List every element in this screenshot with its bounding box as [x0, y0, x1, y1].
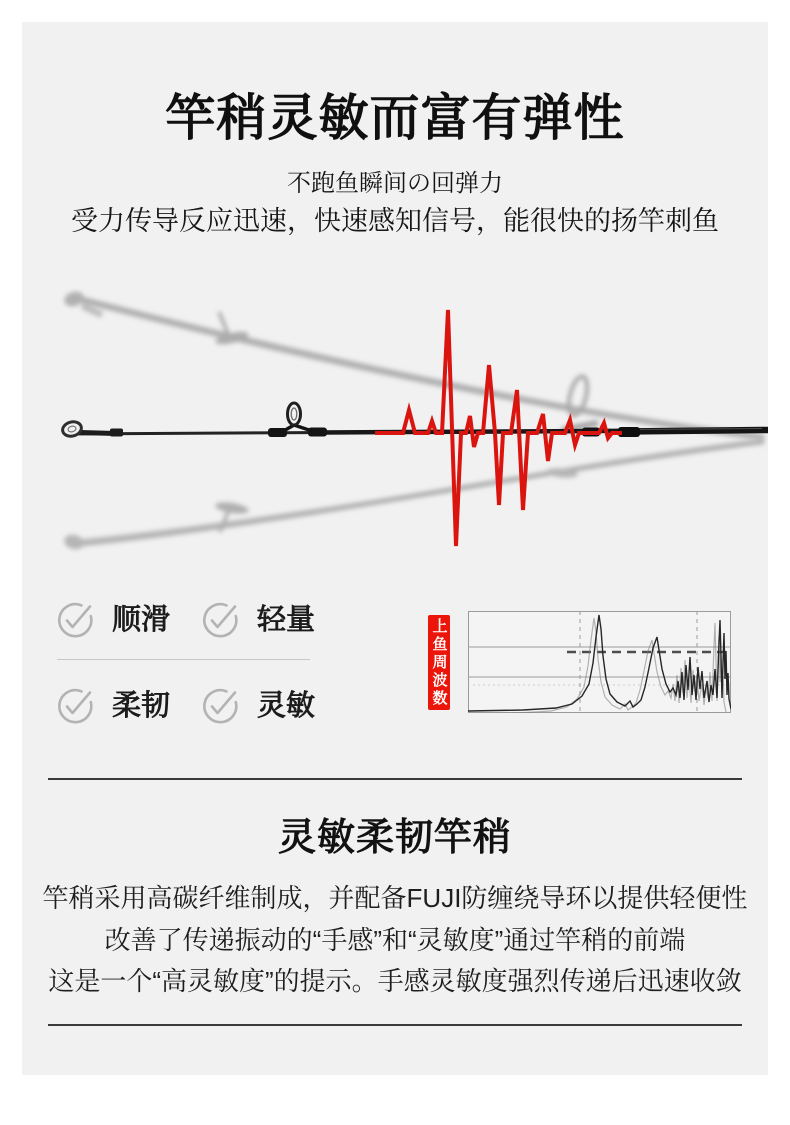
frequency-label-badge: 上鱼周波数: [428, 615, 450, 710]
feature-item: [55, 600, 200, 640]
hero-subtitle: 不跑鱼瞬间の回弹力: [287, 170, 503, 197]
rod-wrap: [110, 429, 123, 437]
check-circle-icon: [200, 600, 240, 640]
feature-label: 灵敏: [257, 690, 316, 722]
detail-section-title: 灵敏柔韧竿稍: [277, 817, 512, 859]
feature-list: [55, 600, 345, 730]
detail-paragraph-line: 改善了传递振动的“手感”和“灵敏度”通过竿稍的前端: [104, 924, 686, 955]
feature-item: [200, 600, 345, 640]
promo-card: [22, 22, 768, 1075]
check-circle-icon: [55, 686, 95, 726]
ghost-rod-upper: [62, 289, 764, 439]
rod-vibration-figure: [22, 268, 768, 578]
detail-paragraph-line: 竿稍采用高碳纤维制成，并配备FUJI防缠绕导环以提供轻便性: [42, 883, 748, 913]
section-divider-bottom: [48, 1024, 742, 1026]
rod-guide-ring: [288, 403, 301, 425]
check-circle-icon: [55, 600, 95, 640]
feature-item: [200, 686, 345, 726]
page-title: 竿稍灵敏而富有弹性: [165, 90, 625, 146]
feature-label: 顺滑: [112, 604, 171, 636]
feature-label: 柔韧: [112, 690, 171, 722]
section-divider-top: [48, 778, 742, 780]
frequency-chart: [468, 611, 731, 713]
feature-item: [55, 686, 200, 726]
ghost-rod-lower: [63, 441, 764, 551]
detail-paragraph-line: 这是一个“高灵敏度”的提示。手感灵敏度强烈传递后迅速收敛: [48, 966, 742, 996]
check-circle-icon: [200, 686, 240, 726]
detail-paragraph: [22, 878, 768, 1003]
hero-tagline: 受力传导反应迅速，快速感知信号，能很快的扬竿刺鱼: [71, 206, 719, 236]
feature-label: 轻量: [257, 604, 316, 636]
feature-divider: [57, 659, 310, 660]
